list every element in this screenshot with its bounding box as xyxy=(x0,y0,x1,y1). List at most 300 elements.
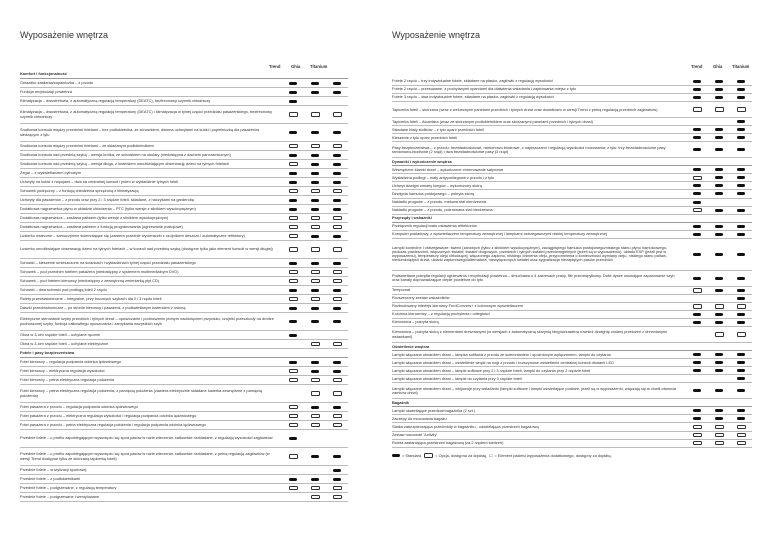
table-row xyxy=(20,403,348,412)
availability-cell xyxy=(686,208,708,212)
availability-cell xyxy=(686,321,708,324)
availability-cell xyxy=(326,289,348,292)
availability-cell xyxy=(730,297,752,300)
standard-mark-icon xyxy=(737,353,745,356)
availability-cell xyxy=(708,409,730,412)
availability-cell xyxy=(708,148,730,151)
option-mark-icon xyxy=(311,297,320,301)
availability-cell xyxy=(282,437,304,440)
availability-cell xyxy=(686,313,708,316)
table-row xyxy=(20,106,348,124)
availability-cell xyxy=(304,247,326,251)
standard-mark-icon xyxy=(693,369,701,372)
option-mark-icon xyxy=(737,425,746,429)
standard-mark-icon xyxy=(333,289,341,292)
row-label: Lampki włączane otwarciem drzwi – lampka sufitowa z przodu ze ściemnianiem i opóźnionym wyłączeniem, lampki do czytania xyxy=(392,352,611,357)
table-row xyxy=(392,407,752,415)
standard-mark-icon xyxy=(333,172,341,175)
standard-mark-icon xyxy=(737,128,745,131)
standard-mark-icon xyxy=(737,321,745,324)
availability-cell xyxy=(730,332,752,336)
option-mark-icon xyxy=(333,342,342,346)
standard-mark-icon xyxy=(333,370,341,373)
table-row xyxy=(20,124,348,142)
option-mark-icon xyxy=(333,216,342,220)
row-label: Kierownica – pokryta skórą z elementami drewnianymi (w wersjach z automatyczną skrzynią biegów/zawiera również dźwignię zmiany przełożeń z drewnianymi wstawkami) xyxy=(392,330,668,339)
standard-mark-icon xyxy=(715,389,723,392)
table-row xyxy=(392,239,752,271)
standard-mark-icon xyxy=(737,225,745,228)
availability-cell xyxy=(304,172,326,175)
table-row xyxy=(20,493,348,502)
row-label: Okna w 3-cim rzędzie foteli – uchylane ręcznie xyxy=(20,332,101,337)
column-header-titanium: Titanium xyxy=(310,64,328,69)
availability-cell xyxy=(282,378,304,382)
option-mark-icon xyxy=(289,162,298,166)
availability-cell xyxy=(326,361,348,364)
standard-mark-icon xyxy=(693,192,701,195)
availability-cell xyxy=(304,455,326,458)
standard-mark-icon xyxy=(289,437,297,440)
availability-cell xyxy=(304,189,326,193)
availability-cell xyxy=(326,486,348,490)
table-row xyxy=(20,268,348,277)
availability-cell xyxy=(326,378,348,382)
availability-cell xyxy=(686,433,708,437)
table-row xyxy=(392,94,752,102)
option-mark-icon xyxy=(693,304,702,308)
availability-cell xyxy=(326,391,348,395)
availability-cell xyxy=(326,478,348,481)
page-title: Wyposażenie wnętrza xyxy=(392,30,480,40)
table-row xyxy=(20,259,348,268)
availability-cell xyxy=(708,80,730,83)
row-label: Fotele 3 rzędu – dwa indywidualne fotele, składane na płasko, zagłówki z regulacją wysokości xyxy=(392,95,554,100)
availability-cell xyxy=(686,361,708,364)
row-label: Wykładzina podłogi – maty antypoślizgowe z przodu i z tyłu xyxy=(392,175,495,180)
availability-cell xyxy=(282,112,304,116)
option-mark-icon xyxy=(737,441,746,445)
row-label: Fotele 2 rzędu – przesuwane, z pochylanymi oparciami dla ułatwienia wsiadania i zajmowania miejsc z tyłu xyxy=(392,87,576,92)
row-label: Środkowa konsola nad przednią szybą – wersja długa, z lusterkiem umożliwiającym obserwację dzieci na tylnych fotelach xyxy=(20,161,230,166)
row-label: Fotel pasażera z przodu – regulacja podparcia odcinka lędźwiowego xyxy=(20,404,138,409)
standard-mark-icon xyxy=(737,96,745,99)
standard-mark-icon xyxy=(311,262,319,265)
option-mark-icon xyxy=(715,332,724,336)
availability-cell xyxy=(282,297,304,301)
availability-cell xyxy=(686,107,708,111)
table-row xyxy=(392,423,752,431)
table-row xyxy=(392,78,752,86)
standard-mark-icon xyxy=(333,208,341,211)
option-mark-icon xyxy=(715,433,724,437)
availability-cell xyxy=(326,247,348,251)
availability-cell xyxy=(326,406,348,409)
table-row xyxy=(20,196,348,205)
table-row xyxy=(20,358,348,367)
standard-mark-icon xyxy=(693,253,701,256)
row-label: Dodatkowa nagrzewnica – zasilana paliwem (tylko wersje z silnikiem wysokoprężnym) xyxy=(20,215,169,220)
availability-cell xyxy=(304,289,326,292)
availability-cell xyxy=(282,289,304,292)
table-row xyxy=(392,440,752,448)
table-row xyxy=(392,303,752,311)
row-label: Siatka zabezpieczająca przedmioty w bagażniku - oddzielająca przestrzeń bagażową xyxy=(392,424,539,429)
standard-mark-icon xyxy=(289,100,297,103)
availability-cell xyxy=(304,225,326,229)
row-label: Uchwyty na kubki z napojami – dwa na centralnej konsoli i jeden w wykładzinie tylnych foteli xyxy=(20,179,179,184)
standard-mark-icon xyxy=(311,131,319,134)
option-mark-icon xyxy=(333,189,342,193)
standard-mark-icon xyxy=(737,361,745,364)
table-row xyxy=(20,412,348,421)
availability-cell xyxy=(282,307,304,310)
standard-mark-icon xyxy=(289,334,297,337)
availability-cell xyxy=(686,136,708,139)
row-label: Fotele 2 rzędu – trzy indywidualne fotele, składane na płasko, zagłówki z regulacją wysokości xyxy=(392,79,553,84)
table-row xyxy=(20,484,348,493)
row-label: Lampki oświetlające przedział bagażnika (2 szt.) xyxy=(392,408,476,413)
availability-cell xyxy=(282,361,304,364)
option-mark-icon xyxy=(693,176,702,180)
standard-mark-icon xyxy=(693,361,701,364)
standard-mark-icon xyxy=(693,168,701,171)
standard-mark-icon xyxy=(311,154,319,157)
option-mark-icon xyxy=(311,247,320,251)
row-label: Lampki kontrolne i ostrzegawcze: świeci (zarowych (tylko z silnikiem wysokoprężnym), zaciągniętego hamulca postojowego/niskiego stanu płynu hamulcowego, podczas powierzchni, włączonych świateł, świateł drogowych, przednich i tylnych świateł przeciwmgielnych (jeżeli są w wyposażeniu), układu ESP (jeżeli jest w wyposażeniu), temperatury oleju chłodzącej, włączonego zapłonu, niskiego ciśnienia oleju, przypomnienia o konieczności wymiany oleju, niskiego stanu paliwa, niedomkniętych drzwi, układu zapłonowego/alternatora, niewyłączonych świateł oraz sygnalizacja niezapiętych pasów przednich xyxy=(392,245,668,263)
standard-mark-icon xyxy=(333,361,341,364)
row-label: Środkowa konsola nad przednią szybą – wersja krótka, ze schowkiem na okulary (niedostępna z dachem panoramicznym) xyxy=(20,152,231,157)
standard-mark-icon xyxy=(333,307,341,310)
row-label: Daszki przeciwsłoneczne – po stronie kierowcy i pasażera, z podświetlanym lusterkiem z osłoną xyxy=(20,305,186,310)
availability-cell xyxy=(326,216,348,220)
row-label: Fotel kierowcy – pełna elektryczna regulacja położenia, z pamięcią położenia (zawiera elektrycznie składane lusterka zewnętrzne z pamięcią położenia) xyxy=(20,389,262,398)
availability-cell xyxy=(708,225,730,228)
availability-cell xyxy=(686,417,708,420)
availability-cell xyxy=(708,321,730,324)
option-mark-icon xyxy=(311,486,320,490)
standard-mark-icon xyxy=(311,370,319,373)
standard-mark-icon xyxy=(715,225,723,228)
row-label: Uchwyt dźwigni zmiany biegów – wykończony skórą xyxy=(392,183,482,188)
row-label: Schowek podręczny – z funkcją chłodzenia sprzężoną z klimatyzacją xyxy=(20,188,139,193)
page-title: Wyposażenie wnętrza xyxy=(20,30,108,40)
right-page xyxy=(384,0,768,543)
availability-cell xyxy=(686,225,708,228)
standard-mark-icon xyxy=(311,320,319,323)
availability-cell xyxy=(686,389,708,392)
availability-cell xyxy=(708,425,730,429)
row-label: Tapicerka foteli – skórzana (wraz z welurowymi panelami przednich i tylnych drzwi oraz dodatkowo w wersji Trend z pełną regulacją przednich zagłówków) xyxy=(392,107,658,112)
availability-cell xyxy=(282,100,304,103)
table-row xyxy=(20,241,348,259)
table-row xyxy=(392,126,752,134)
row-label: Schowki – kieszenie umieszczone na ściankach i wykładzinach tylnej części przedziału pasażerskiego xyxy=(20,260,196,265)
standard-mark-icon xyxy=(737,377,745,380)
availability-cell xyxy=(730,389,752,392)
standard-mark-icon xyxy=(715,313,723,316)
availability-cell xyxy=(730,120,752,123)
standard-mark-icon xyxy=(311,91,319,94)
availability-cell xyxy=(708,233,730,236)
standard-mark-icon xyxy=(715,96,723,99)
availability-cell xyxy=(708,176,730,179)
row-label: Lampki włączane otwarciem drzwi – lampki sufitowe przy 2 i 3 rzędzie foteli, lampki do czytania przy 2 rzędzie foteli xyxy=(392,368,591,373)
row-label: Kolumna kierownicy – z regulacją pochylenia i odległości xyxy=(392,312,490,317)
row-label: Środkowa konsola między przednimi fotelami – ze składanym podłokietnikiem xyxy=(20,143,154,148)
availability-cell xyxy=(282,486,304,490)
option-mark-icon xyxy=(289,216,298,220)
availability-cell xyxy=(326,455,348,458)
availability-cell xyxy=(326,208,348,211)
option-mark-icon xyxy=(311,189,320,193)
standard-mark-icon xyxy=(289,208,297,211)
option-mark-icon xyxy=(289,486,298,490)
option-mark-icon xyxy=(289,279,298,283)
standard-mark-icon xyxy=(737,184,745,187)
availability-cell xyxy=(304,478,326,481)
option-mark-icon xyxy=(333,225,342,229)
row-label: Tempomat xyxy=(392,288,411,293)
row-label: Oświetlenie wnętrza xyxy=(392,344,430,349)
availability-cell xyxy=(708,332,730,336)
standard-mark-icon xyxy=(715,168,723,171)
availability-cell xyxy=(282,82,304,85)
availability-cell xyxy=(304,361,326,364)
availability-cell xyxy=(708,313,730,316)
standard-mark-icon xyxy=(311,406,319,409)
availability-cell xyxy=(282,279,304,283)
availability-cell xyxy=(304,414,326,418)
availability-cell xyxy=(708,96,730,99)
row-label: Zestaw mocowań 'Activity' xyxy=(392,432,438,437)
standard-mark-icon xyxy=(715,176,723,179)
row-label: Dodatkowa nagrzewnica – zasilana paliwem z funkcją programowania (ogrzewanie postojowe) xyxy=(20,224,183,229)
availability-cell xyxy=(326,154,348,157)
row-label: Środkowa konsola między przednimi fotelami – bez podłokietnika, ze schowkiem, dwoma uchwytami na kubki i popielniczką dla pasażerów siedzących z tyłu xyxy=(20,128,260,137)
availability-cell xyxy=(708,253,730,256)
row-label: Rolety przeciwsłoneczne – integralne, przy bocznych szybach dla 2 i 3 rzędu foteli xyxy=(20,296,162,301)
table-row xyxy=(392,311,752,319)
row-label: Komfort i funkcjonalność xyxy=(20,71,67,76)
table-row xyxy=(392,351,752,359)
availability-cell xyxy=(708,369,730,372)
table-row xyxy=(392,383,752,399)
availability-cell xyxy=(730,168,752,171)
availability-cell xyxy=(326,91,348,94)
option-mark-icon xyxy=(289,297,298,301)
availability-cell xyxy=(730,417,752,420)
standard-mark-icon xyxy=(693,321,701,324)
table-row xyxy=(392,174,752,182)
availability-cell xyxy=(730,88,752,91)
availability-cell xyxy=(730,148,752,151)
standard-mark-icon xyxy=(289,131,297,134)
table-row xyxy=(20,187,348,196)
availability-cell xyxy=(708,441,730,445)
availability-cell xyxy=(708,192,730,195)
option-mark-icon xyxy=(311,423,320,427)
availability-cell xyxy=(730,425,752,429)
standard-mark-icon xyxy=(289,307,297,310)
availability-cell xyxy=(686,80,708,83)
standard-mark-icon xyxy=(737,192,745,195)
row-label: Przełącznik regulacji tuatu ustawienia reflektorów xyxy=(392,224,477,228)
availability-cell xyxy=(282,216,304,220)
availability-cell xyxy=(304,307,326,310)
availability-cell xyxy=(282,154,304,157)
option-mark-icon xyxy=(333,414,342,418)
availability-cell xyxy=(326,297,348,301)
row-label: Pasy bezpieczeństwa – z przodu: bezwładnościowe, ramionowo-biodrowe, z napinaczami i regulacją wysokości mocowania; z tyłu: trzy bezwładnościowe pasy ramionowo-biodrowe (2 rząd) i dwa bezwładnościowe pasy (3 rząd) xyxy=(392,145,666,154)
row-label: Fotel pasażera z przodu – elektryczna regulacja wysokości i regulacja podparcia odcinka lędźwiowego xyxy=(20,413,197,418)
standard-mark-icon xyxy=(715,321,723,324)
availability-cell xyxy=(730,277,752,280)
standard-mark-icon xyxy=(693,353,701,356)
availability-cell xyxy=(730,313,752,316)
standard-mark-icon xyxy=(715,277,723,280)
table-row xyxy=(20,421,348,430)
option-mark-icon xyxy=(311,270,320,274)
table-row xyxy=(20,142,348,151)
option-mark-icon xyxy=(289,247,298,251)
equipment-table xyxy=(20,70,348,502)
row-label: Lampki włączane otwarciem drzwi – wbijowuje przy wsiadaniu (lampki sufitowe i lampki oświetlające podłoże, jeżeli są w wyposażeniu, włączają się w chwili otwarcia zamków drzwi) xyxy=(392,386,676,395)
availability-cell xyxy=(304,154,326,157)
option-mark-icon xyxy=(333,297,342,301)
legend-package: = Element pakietu wyposażenia dodatkowego, dostępny za dopłatą. xyxy=(494,453,612,458)
standard-mark-icon xyxy=(333,163,341,166)
option-mark-icon xyxy=(289,369,298,373)
option-mark-icon xyxy=(737,107,746,111)
standard-mark-icon xyxy=(715,88,723,91)
availability-cell xyxy=(708,433,730,437)
availability-cell xyxy=(282,162,304,166)
row-label: Schowek – pod przednim fotelem pasażera (niedostępny z systemem multimedialnym DVD) xyxy=(20,269,179,274)
availability-cell xyxy=(282,478,304,481)
standard-mark-icon xyxy=(289,172,297,175)
availability-cell xyxy=(686,304,708,308)
standard-mark-icon xyxy=(715,353,723,356)
availability-cell xyxy=(708,304,730,308)
table-row xyxy=(20,340,348,349)
availability-cell xyxy=(304,199,326,202)
section-heading xyxy=(20,70,348,79)
option-mark-icon xyxy=(333,495,342,499)
row-label: Lampki włączane otwarciem drzwi – oświetlenie wnęki na nogi z przodu i burszynowe oświetlenie centralnej konsoli diodami LED xyxy=(392,360,614,365)
availability-cell xyxy=(326,279,348,283)
option-mark-icon xyxy=(737,433,746,437)
standard-mark-icon xyxy=(737,88,745,91)
standard-mark-icon xyxy=(737,233,745,236)
table-row xyxy=(20,295,348,304)
standard-mark-icon xyxy=(693,88,701,91)
option-mark-icon xyxy=(737,332,746,336)
option-mark-icon xyxy=(333,112,342,116)
table-row xyxy=(392,271,752,287)
option-mark-icon xyxy=(333,270,342,274)
availability-cell xyxy=(326,172,348,175)
standard-mark-icon xyxy=(333,406,341,409)
standard-mark-icon xyxy=(289,82,297,85)
table-row xyxy=(20,79,348,88)
row-label: Podświetlane pokrętła regulacji ogrzewania i recyrkulacji powietrza – dmuchawa o 4 zakresach pracy, filtr przeciwpyłkowy. Dwie dysze usuwające zaparowanie szyb oraz kanały doprowadzające ciepłe powietrze do tyłu xyxy=(392,274,675,283)
availability-cell xyxy=(730,209,752,212)
availability-cell xyxy=(686,88,708,91)
availability-cell xyxy=(326,414,348,418)
availability-cell xyxy=(304,279,326,283)
standard-mark-icon xyxy=(693,277,701,280)
table-row xyxy=(20,205,348,214)
availability-cell xyxy=(730,184,752,187)
availability-cell xyxy=(708,353,730,356)
availability-cell xyxy=(282,199,304,202)
availability-cell xyxy=(326,163,348,166)
table-row xyxy=(392,134,752,142)
availability-cell xyxy=(326,181,348,184)
table-row xyxy=(392,199,752,207)
availability-cell xyxy=(686,441,708,445)
table-row xyxy=(392,166,752,174)
section-heading xyxy=(20,349,348,358)
availability-cell xyxy=(304,486,326,490)
row-label: Tapicerka foteli – Alcantara (wraz ze skórzanym podłokietnikiem oraz skórzanymi panelami przednich i tylnych drzwi) xyxy=(392,119,593,124)
option-mark-icon xyxy=(311,414,320,418)
row-label: Dźwignia hamulca postojowego – pokryta skórą xyxy=(392,191,475,196)
availability-cell xyxy=(304,82,326,85)
availability-cell xyxy=(326,370,348,373)
option-mark-icon xyxy=(715,107,724,111)
option-mark-icon xyxy=(715,425,724,429)
standard-mark-icon xyxy=(289,91,297,94)
table-row xyxy=(392,432,752,440)
table-row xyxy=(20,466,348,475)
row-label: Lampki włączane otwarciem drzwi – lampki do czytania przy 3 rzędzie foteli xyxy=(392,376,522,381)
column-header-trend: Trend xyxy=(691,64,703,69)
standard-mark-icon xyxy=(715,209,723,212)
standard-mark-icon xyxy=(737,120,745,123)
availability-cell xyxy=(730,233,752,236)
standard-mark-icon xyxy=(333,455,341,458)
row-label: Dywaniki i wykończenie wnętrza xyxy=(392,159,452,164)
availability-cell xyxy=(304,270,326,274)
availability-cell xyxy=(326,131,348,134)
standard-mark-icon xyxy=(289,262,297,265)
availability-cell xyxy=(326,469,348,472)
availability-cell xyxy=(282,320,304,323)
availability-cell xyxy=(730,304,752,308)
row-label: Przednie fotele – z podłokietnikami xyxy=(20,476,81,481)
option-mark-icon xyxy=(693,208,702,212)
row-label: Fotel kierowcy – regulacja podparcia odcinka lędźwiowego xyxy=(20,359,121,364)
option-mark-icon xyxy=(289,270,298,274)
availability-cell xyxy=(708,136,730,139)
standard-mark-icon xyxy=(715,128,723,131)
availability-cell xyxy=(686,96,708,99)
table-row xyxy=(392,287,752,295)
table-row xyxy=(392,207,752,215)
row-label: Składane blaty stolików – z tyłu oparć przednich foteli xyxy=(392,127,484,132)
availability-cell xyxy=(708,184,730,187)
availability-cell xyxy=(730,107,752,111)
availability-cell xyxy=(686,253,708,256)
availability-cell xyxy=(708,389,730,392)
availability-cell xyxy=(686,168,708,171)
table-row xyxy=(392,231,752,239)
standard-mark-icon xyxy=(693,225,701,228)
availability-cell xyxy=(326,144,348,148)
availability-cell xyxy=(326,307,348,310)
